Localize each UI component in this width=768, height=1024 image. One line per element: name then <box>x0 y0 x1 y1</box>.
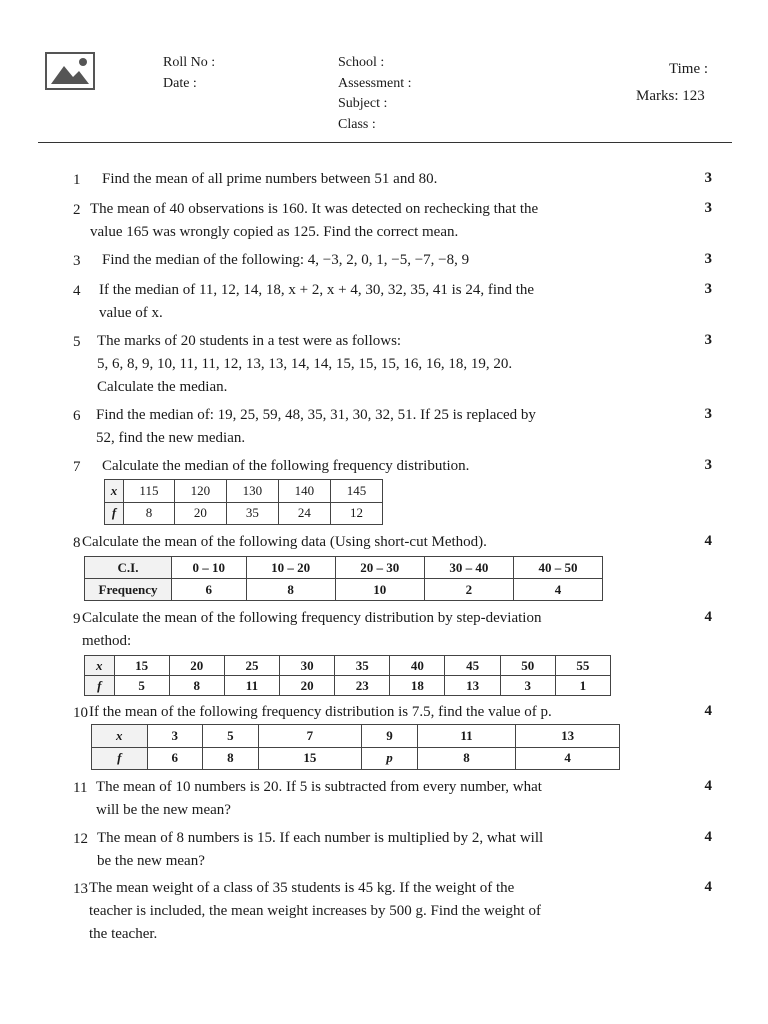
school-label: School : <box>338 55 385 70</box>
frequency-table-q9 <box>84 655 611 696</box>
question-line: The marks of 20 students in a test were as follows: <box>97 333 402 349</box>
question-line: If the median of 11, 12, 14, 18, x + 2, x + 4, 30, 32, 35, 41 is 24, find the <box>99 282 535 298</box>
table-cell: 15 <box>114 656 169 676</box>
table-header-cell: f <box>105 502 124 525</box>
table-row <box>85 676 611 696</box>
table-cell: 15 <box>258 747 362 770</box>
table-header-cell: f <box>85 676 115 696</box>
question-line: The mean of 10 numbers is 20. If 5 is subtracted from every number, what <box>96 779 542 795</box>
table-cell: 20 – 30 <box>335 557 424 579</box>
table-cell: 4 <box>513 579 602 601</box>
table-cell: 40 – 50 <box>513 557 602 579</box>
table-row <box>92 725 620 748</box>
question-number: 8 <box>73 535 81 551</box>
table-cell: 35 <box>335 656 390 676</box>
table-cell: 20 <box>280 676 335 696</box>
table-cell: 30 – 40 <box>424 557 513 579</box>
table-cell: 11 <box>224 676 279 696</box>
question-number: 1 <box>73 172 81 188</box>
image-placeholder-icon <box>45 52 95 90</box>
table-header-cell: C.I. <box>85 557 172 579</box>
question-line: Find the mean of all prime numbers between 51 and 80. <box>102 171 438 187</box>
table-cell: 5 <box>203 725 259 748</box>
question-line: Calculate the median of the following frequency distribution. <box>102 458 470 474</box>
question-marks: 3 <box>704 406 712 422</box>
table-cell: 5 <box>114 676 169 696</box>
frequency-table-q8 <box>84 556 603 601</box>
table-cell: 2 <box>424 579 513 601</box>
question-number: 6 <box>73 408 81 424</box>
table-row <box>92 747 620 770</box>
question-line: value 165 was wrongly copied as 125. Find the correct mean. <box>90 224 459 240</box>
question-7-text <box>102 455 469 478</box>
class-label: Class : <box>338 117 376 132</box>
date-label: Date : <box>163 76 197 91</box>
question-6-text <box>96 404 536 450</box>
question-marks: 3 <box>704 251 712 267</box>
question-line: Find the median of: 19, 25, 59, 48, 35, 31, 30, 32, 51. If 25 is replaced by <box>96 407 536 423</box>
table-cell: 20 <box>174 502 226 525</box>
table-row <box>85 656 611 676</box>
table-cell: 6 <box>147 747 203 770</box>
table-cell: 10 – 20 <box>246 557 335 579</box>
table-cell: 25 <box>224 656 279 676</box>
table-cell: 30 <box>280 656 335 676</box>
table-cell: 140 <box>278 480 330 503</box>
table-cell: 130 <box>226 480 278 503</box>
question-8-text <box>82 531 487 554</box>
question-number: 10 <box>73 705 88 721</box>
table-header-cell: x <box>92 725 148 748</box>
question-number: 5 <box>73 334 81 350</box>
question-line: Calculate the mean of the following data (Using short-cut Method). <box>82 534 487 550</box>
table-cell: 8 <box>417 747 515 770</box>
question-line: value of x. <box>99 305 163 321</box>
question-line: Calculate the median. <box>97 379 228 395</box>
assessment-label: Assessment : <box>338 76 412 91</box>
question-marks: 4 <box>704 879 712 895</box>
table-cell: 12 <box>330 502 382 525</box>
table-cell: p <box>362 747 418 770</box>
roll-no-label: Roll No : <box>163 55 216 70</box>
frequency-table-q7 <box>104 479 383 525</box>
question-marks: 3 <box>704 281 712 297</box>
table-cell: 115 <box>124 480 175 503</box>
question-number: 12 <box>73 831 88 847</box>
question-marks: 4 <box>704 829 712 845</box>
table-cell: 45 <box>445 656 500 676</box>
question-3-text <box>102 249 469 272</box>
question-number: 4 <box>73 283 81 299</box>
table-cell: 9 <box>362 725 418 748</box>
table-cell: 50 <box>500 656 555 676</box>
table-cell: 8 <box>124 502 175 525</box>
table-row <box>85 557 603 579</box>
question-marks: 4 <box>704 703 712 719</box>
question-11-text <box>96 776 542 822</box>
table-cell: 7 <box>258 725 362 748</box>
question-line: If the mean of the following frequency distribution is 7.5, find the value of p. <box>89 704 552 720</box>
question-marks: 4 <box>704 609 712 625</box>
time-label: Time : <box>669 61 709 77</box>
table-header-cell: f <box>92 747 148 770</box>
question-marks: 3 <box>704 332 712 348</box>
table-cell: 13 <box>516 725 620 748</box>
question-line: 52, find the new median. <box>96 430 246 446</box>
question-number: 7 <box>73 459 81 475</box>
table-cell: 3 <box>500 676 555 696</box>
question-marks: 4 <box>704 778 712 794</box>
table-cell: 120 <box>174 480 226 503</box>
table-cell: 10 <box>335 579 424 601</box>
frequency-table-q10 <box>91 724 620 770</box>
question-line: will be the new mean? <box>96 802 231 818</box>
question-line: The mean weight of a class of 35 students is 45 kg. If the weight of the <box>89 880 515 896</box>
question-marks: 3 <box>704 200 712 216</box>
question-marks: 4 <box>704 533 712 549</box>
question-9-text <box>82 607 541 653</box>
table-cell: 3 <box>147 725 203 748</box>
question-10-text <box>89 701 552 724</box>
table-cell: 8 <box>169 676 224 696</box>
table-cell: 11 <box>417 725 515 748</box>
question-number: 13 <box>73 881 88 897</box>
table-cell: 35 <box>226 502 278 525</box>
table-header-cell: Frequency <box>85 579 172 601</box>
table-cell: 145 <box>330 480 382 503</box>
table-cell: 23 <box>335 676 390 696</box>
table-cell: 18 <box>390 676 445 696</box>
question-number: 11 <box>73 780 88 796</box>
table-cell: 0 – 10 <box>172 557 247 579</box>
table-cell: 24 <box>278 502 330 525</box>
table-cell: 40 <box>390 656 445 676</box>
question-marks: 3 <box>704 457 712 473</box>
question-number: 2 <box>73 202 81 218</box>
question-line: The mean of 8 numbers is 15. If each number is multiplied by 2, what will <box>97 830 544 846</box>
table-cell: 6 <box>172 579 247 601</box>
table-header-cell: x <box>105 480 124 503</box>
question-number: 3 <box>73 253 81 269</box>
question-4-text <box>99 279 534 325</box>
question-line: Calculate the mean of the following frequency distribution by step-deviation <box>82 610 542 626</box>
table-row <box>105 480 383 503</box>
question-5-text <box>97 330 512 399</box>
table-cell: 8 <box>203 747 259 770</box>
question-1-text <box>102 168 437 191</box>
table-cell: 1 <box>555 676 610 696</box>
question-line: method: <box>82 633 132 649</box>
question-line: Find the median of the following: 4, −3, 2, 0, 1, −5, −7, −8, 9 <box>102 252 470 268</box>
table-cell: 20 <box>169 656 224 676</box>
question-13-text <box>89 877 541 946</box>
question-number: 9 <box>73 611 81 627</box>
table-cell: 4 <box>516 747 620 770</box>
question-12-text <box>97 827 543 873</box>
question-line: The mean of 40 observations is 160. It was detected on rechecking that the <box>90 201 539 217</box>
table-cell: 13 <box>445 676 500 696</box>
table-row <box>105 502 383 525</box>
table-header-cell: x <box>85 656 115 676</box>
marks-total: Marks: 123 <box>636 88 705 104</box>
question-marks: 3 <box>704 170 712 186</box>
question-line: teacher is included, the mean weight increases by 500 g. Find the weight of <box>89 903 541 919</box>
question-line: 5, 6, 8, 9, 10, 11, 11, 12, 13, 13, 14, 14, 15, 15, 15, 16, 16, 18, 19, 20. <box>97 356 513 372</box>
table-cell: 55 <box>555 656 610 676</box>
header-divider <box>38 142 732 143</box>
subject-label: Subject : <box>338 96 388 111</box>
question-line: the teacher. <box>89 926 158 942</box>
question-2-text <box>90 198 538 244</box>
table-cell: 8 <box>246 579 335 601</box>
table-row <box>85 579 603 601</box>
question-line: be the new mean? <box>97 853 205 869</box>
